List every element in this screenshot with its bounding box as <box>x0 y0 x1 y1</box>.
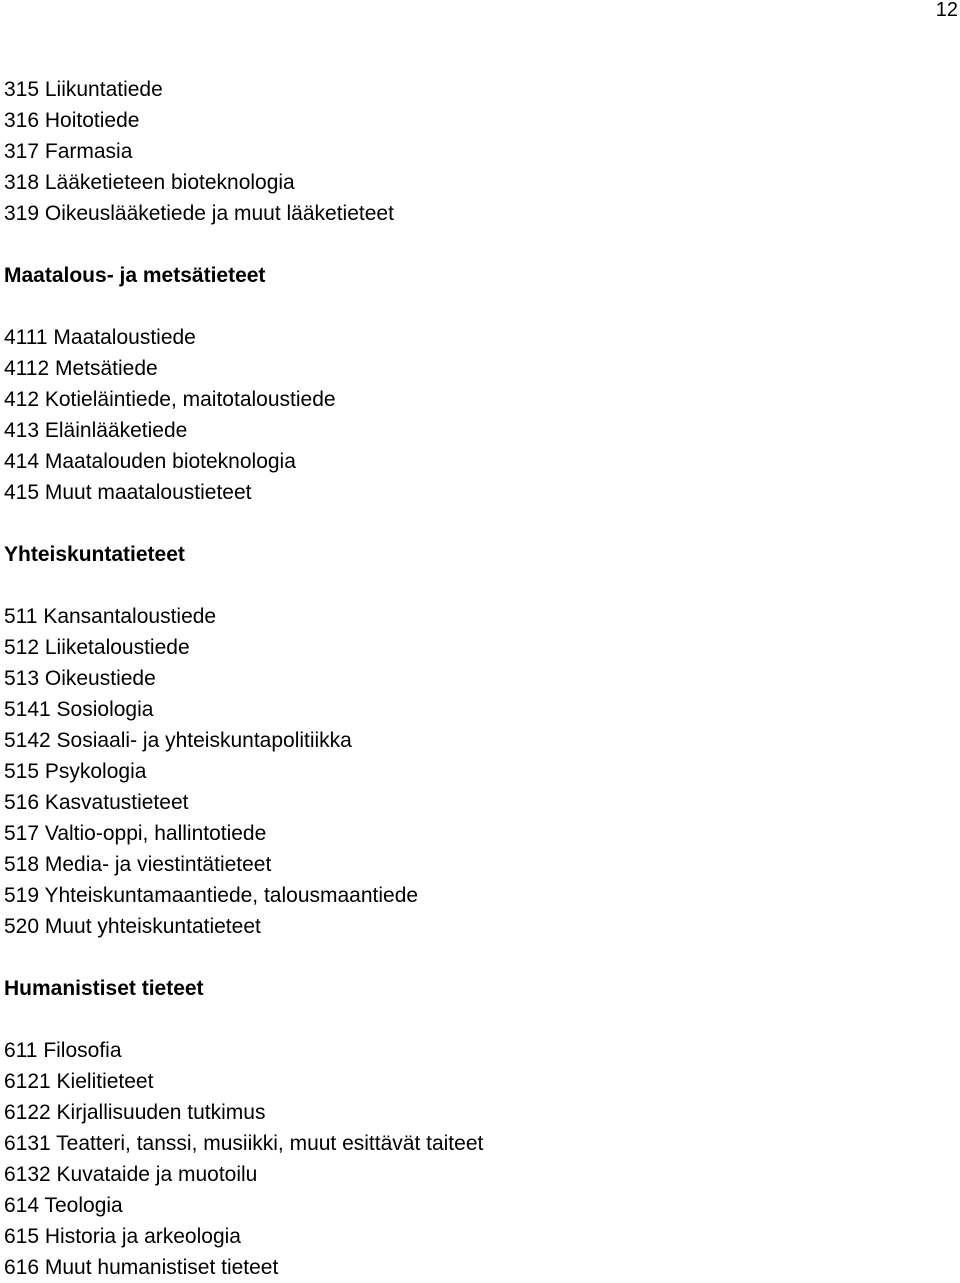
list-item: 516 Kasvatustieteet <box>4 791 189 814</box>
spacer <box>4 229 944 260</box>
list-item: 316 Hoitotiede <box>4 109 140 132</box>
section-heading: Maatalous- ja metsätieteet <box>4 264 266 287</box>
list-item: 6121 Kielitieteet <box>4 1070 154 1093</box>
list-item: 519 Yhteiskuntamaantiede, talousmaantiede <box>4 884 419 907</box>
list-item: 5142 Sosiaali- ja yhteiskuntapolitiikka <box>4 729 352 752</box>
list-item: 512 Liiketaloustiede <box>4 636 190 659</box>
list-item: 513 Oikeustiede <box>4 667 156 690</box>
spacer <box>4 508 944 539</box>
section-social-sciences <box>4 539 944 942</box>
list-item: 413 Eläinlääketiede <box>4 419 188 442</box>
list-item: 4111 Maataloustiede <box>4 326 196 349</box>
list-item: 616 Muut humanistiset tieteet <box>4 1256 279 1279</box>
list-item: 517 Valtio-oppi, hallintotiede <box>4 822 267 845</box>
section-agriculture <box>4 260 944 508</box>
section-humanities <box>4 973 944 1283</box>
section-medical-continued <box>4 74 944 229</box>
spacer <box>4 1004 944 1035</box>
list-item: 319 Oikeuslääketiede ja muut lääketieteet <box>4 202 394 225</box>
list-item: 520 Muut yhteiskuntatieteet <box>4 915 261 938</box>
list-item: 317 Farmasia <box>4 140 133 163</box>
list-item: 415 Muut maataloustieteet <box>4 481 252 504</box>
list-item: 412 Kotieläintiede, maitotaloustiede <box>4 388 336 411</box>
spacer <box>4 291 944 322</box>
list-item: 5141 Sosiologia <box>4 698 154 721</box>
list-item: 4112 Metsätiede <box>4 357 158 380</box>
list-item: 615 Historia ja arkeologia <box>4 1225 241 1248</box>
list-item: 611 Filosofia <box>4 1039 122 1062</box>
section-heading: Humanistiset tieteet <box>4 977 204 1000</box>
spacer <box>4 570 944 601</box>
list-item: 315 Liikuntatiede <box>4 78 163 101</box>
list-item: 518 Media- ja viestintätieteet <box>4 853 272 876</box>
page-number: 12 <box>935 0 958 21</box>
list-item: 414 Maatalouden bioteknologia <box>4 450 296 473</box>
list-item: 6132 Kuvataide ja muotoilu <box>4 1163 258 1186</box>
list-item: 6122 Kirjallisuuden tutkimus <box>4 1101 266 1124</box>
list-item: 6131 Teatteri, tanssi, musiikki, muut esittävät taiteet <box>4 1132 484 1155</box>
list-item: 511 Kansantaloustiede <box>4 605 217 628</box>
section-heading: Yhteiskuntatieteet <box>4 543 185 566</box>
spacer <box>4 942 944 973</box>
document-body <box>4 74 944 1283</box>
list-item: 614 Teologia <box>4 1194 123 1217</box>
list-item: 318 Lääketieteen bioteknologia <box>4 171 295 194</box>
list-item: 515 Psykologia <box>4 760 147 783</box>
